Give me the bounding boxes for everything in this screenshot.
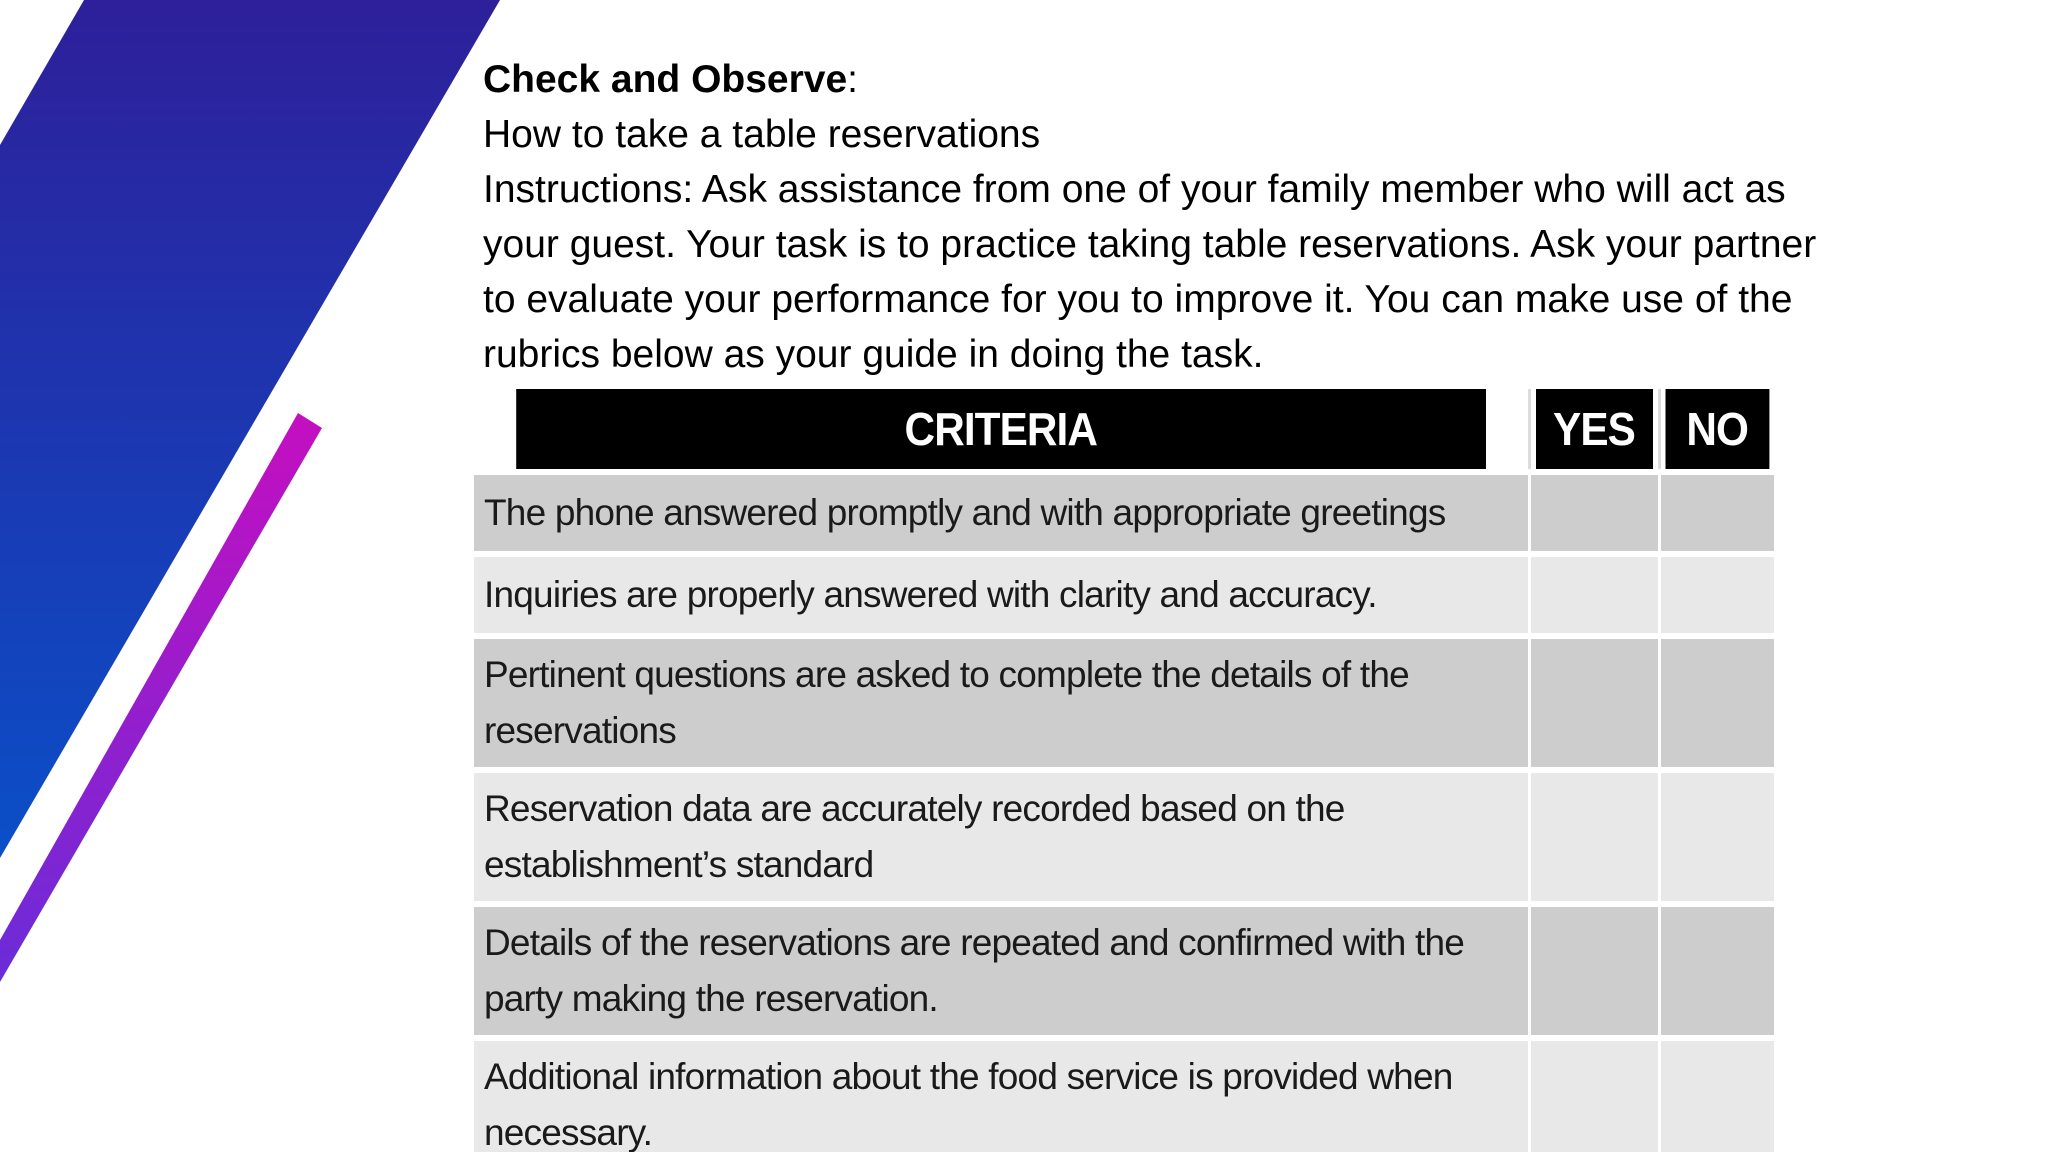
instruction-text — [483, 52, 1953, 382]
heading-suffix: : — [847, 58, 859, 101]
table-row — [474, 770, 1774, 904]
yes-cell[interactable] — [1529, 1038, 1659, 1152]
header-no: NO — [1664, 389, 1770, 472]
criteria-cell: Reservation data are accurately recorded based on the establishment’s standard — [474, 770, 1529, 904]
section-heading — [483, 52, 1953, 107]
instructions-line-3: to evaluate your performance for you to improve it. You can make use of the — [483, 278, 1793, 321]
yes-cell[interactable] — [1529, 904, 1659, 1038]
no-cell[interactable] — [1659, 554, 1774, 636]
criteria-cell: Additional information about the food service is provided when necessary. — [474, 1038, 1529, 1152]
table-row — [474, 1038, 1774, 1152]
no-cell[interactable] — [1659, 1038, 1774, 1152]
instructions-line-2: your guest. Your task is to practice taking table reservations. Ask your partner — [483, 223, 1817, 266]
criteria-cell: Inquiries are properly answered with clarity and accuracy. — [474, 554, 1529, 636]
instructions-line-1: Instructions: Ask assistance from one of your family member who will act as — [483, 168, 1786, 211]
table-row — [474, 636, 1774, 770]
blue-diagonal-band — [0, 0, 500, 858]
header-criteria: CRITERIA — [516, 389, 1487, 472]
yes-cell[interactable] — [1529, 770, 1659, 904]
no-cell[interactable] — [1659, 904, 1774, 1038]
criteria-cell: The phone answered promptly and with appropriate greetings — [474, 472, 1529, 554]
no-cell[interactable] — [1659, 770, 1774, 904]
criteria-rubric-table — [474, 389, 1774, 1152]
table-header-row — [474, 389, 1774, 472]
yes-cell[interactable] — [1529, 554, 1659, 636]
yes-cell[interactable] — [1529, 472, 1659, 554]
yes-cell[interactable] — [1529, 636, 1659, 770]
criteria-cell: Pertinent questions are asked to complete the details of the reservations — [474, 636, 1529, 770]
instructions-line-4: rubrics below as your guide in doing the task. — [483, 333, 1264, 376]
table-row — [474, 904, 1774, 1038]
table-row — [474, 554, 1774, 636]
criteria-cell: Details of the reservations are repeated and confirmed with the party making the reservation. — [474, 904, 1529, 1038]
subtitle: How to take a table reservations — [483, 113, 1041, 156]
no-cell[interactable] — [1659, 636, 1774, 770]
table-row — [474, 472, 1774, 554]
header-yes: YES — [1534, 389, 1654, 472]
no-cell[interactable] — [1659, 472, 1774, 554]
heading-bold-text: Check and Observe — [483, 58, 848, 101]
